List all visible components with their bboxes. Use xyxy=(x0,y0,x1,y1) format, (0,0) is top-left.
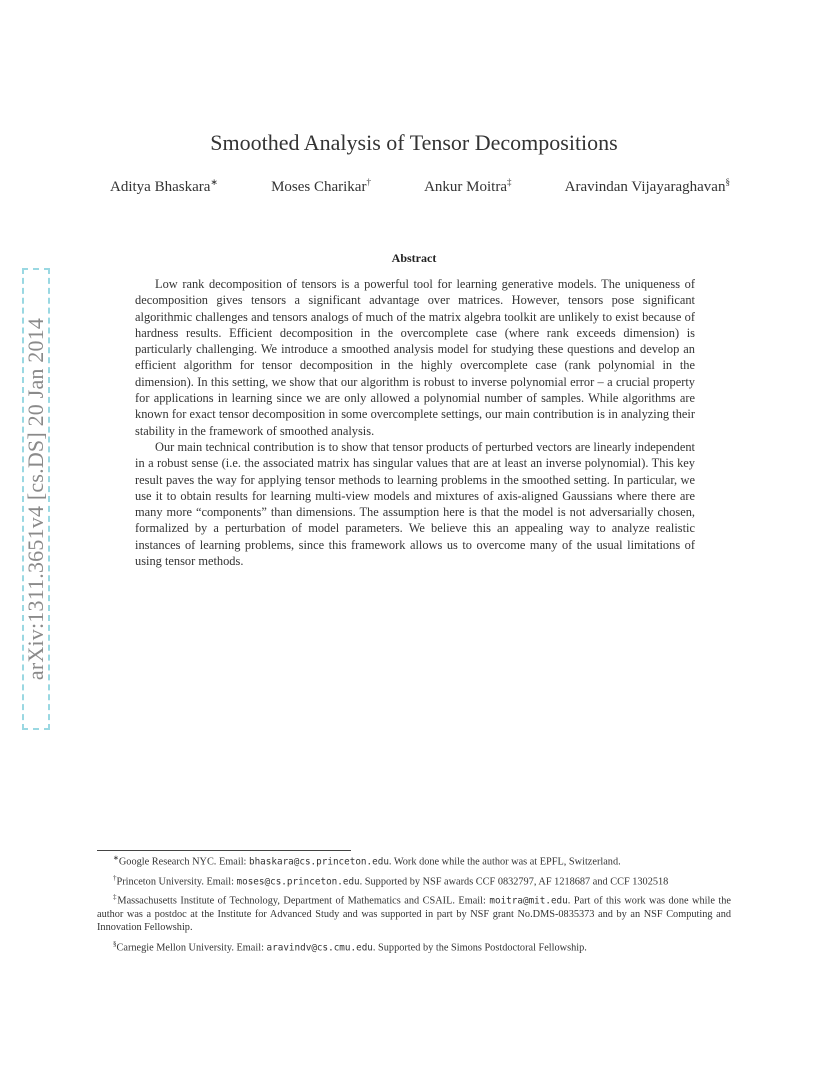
abstract-paragraph: Low rank decomposition of tensors is a powerful tool for learning generative models. The uniqueness of decomposition gives tensors a significant advantage over matrices. However, tensors pose significant algorithmic challenges and tensors analogs of much of the matrix algebra toolkit are unlikely to exist because of hardness results. Efficient decomposition in the overcomplete case (where rank exceeds dimension) is particularly challenging. We introduce a smoothed analysis model for studying these questions and develop an efficient algorithm for tensor decomposition in the highly overcomplete case (rank polynomial in the dimension). In this setting, we show that our algorithm is robust to inverse polynomial error – a crucial property for applications in learning since we are only allowed a polynomial number of samples. While algorithms are known for exact tensor decomposition in some overcomplete settings, our main contribution is in analyzing their stability in the framework of smoothed analysis. xyxy=(135,277,695,438)
footnote-mark: † xyxy=(113,873,117,882)
footnotes xyxy=(97,852,731,954)
abstract-body xyxy=(135,276,695,569)
author-mark: § xyxy=(725,177,730,187)
author-mark: ∗ xyxy=(210,177,218,187)
footnote-text: Princeton University. Email: xyxy=(116,876,237,888)
email-link[interactable]: aravindv@cs.cmu.edu xyxy=(266,942,373,954)
footnote xyxy=(97,852,731,869)
abstract-heading: Abstract xyxy=(391,251,437,265)
footnote-text: Massachusetts Institute of Technology, Department of Mathematics and CSAIL. Email: xyxy=(117,895,490,907)
author-name: Aditya Bhaskara xyxy=(110,179,211,195)
author-mark: ‡ xyxy=(507,177,512,187)
author xyxy=(565,177,730,196)
footnote-mark: ∗ xyxy=(113,854,119,862)
footnote-mark: § xyxy=(113,939,117,948)
abstract-paragraph: Our main technical contribution is to show that tensor products of perturbed vectors are linearly independent in a robust sense (i.e. the associated matrix has singular values that are at least an inverse polynomial). This key result paves the way for applying tensor methods to learning problems in the smoothed setting. In particular, we use it to obtain results for learning multi-view models and mixtures of axis-aligned Gaussians where there are many more “components” than dimensions. The assumption here is that the model is not adversarially chosen, formalized by a perturbation of model parameters. We believe this an appealing way to analyze realistic instances of learning problems, since this framework allows us to overcome many of the usual limitations of using tensor methods. xyxy=(135,439,695,569)
arxiv-identifier: arXiv:1311.3651v4 [cs.DS] 20 Jan 2014 xyxy=(23,317,48,681)
footnote-rule xyxy=(97,850,351,851)
footnote-text: Google Research NYC. Email: xyxy=(118,856,249,868)
footnote xyxy=(97,891,731,934)
paper-title: Smoothed Analysis of Tensor Decompositions xyxy=(210,130,618,155)
author xyxy=(110,177,218,196)
email-link[interactable]: moses@cs.princeton.edu xyxy=(236,876,360,888)
author-name: Aravindan Vijayaraghavan xyxy=(564,179,726,195)
arxiv-stamp xyxy=(22,268,50,730)
footnote-text: Carnegie Mellon University. Email: xyxy=(116,942,267,954)
footnote xyxy=(97,872,731,889)
author-mark: † xyxy=(366,177,371,187)
author xyxy=(424,177,511,196)
footnote-text: . Work done while the author was at EPFL, Switzerland. xyxy=(388,856,621,868)
footnote xyxy=(97,938,731,955)
footnote-text: . Supported by NSF awards CCF 0832797, AF 1218687 and CCF 1302518 xyxy=(359,876,669,888)
footnote-text: . Part of this work was done while the author was a postdoc at the Institute for Advanced Study and was supported in part by NSF grant No.DMS-0835373 and by an NSF Computing and Innovation Fellowship. xyxy=(97,895,731,934)
author xyxy=(271,177,371,196)
footnote-mark: ‡ xyxy=(113,893,118,902)
email-link[interactable]: bhaskara@cs.princeton.edu xyxy=(248,856,389,868)
author-name: Moses Charikar xyxy=(271,179,367,195)
footnote-text: . Supported by the Simons Postdoctoral Fellowship. xyxy=(372,942,587,954)
email-link[interactable]: moitra@mit.edu xyxy=(489,895,568,907)
author-name: Ankur Moitra xyxy=(424,179,507,195)
author-list xyxy=(110,177,730,196)
